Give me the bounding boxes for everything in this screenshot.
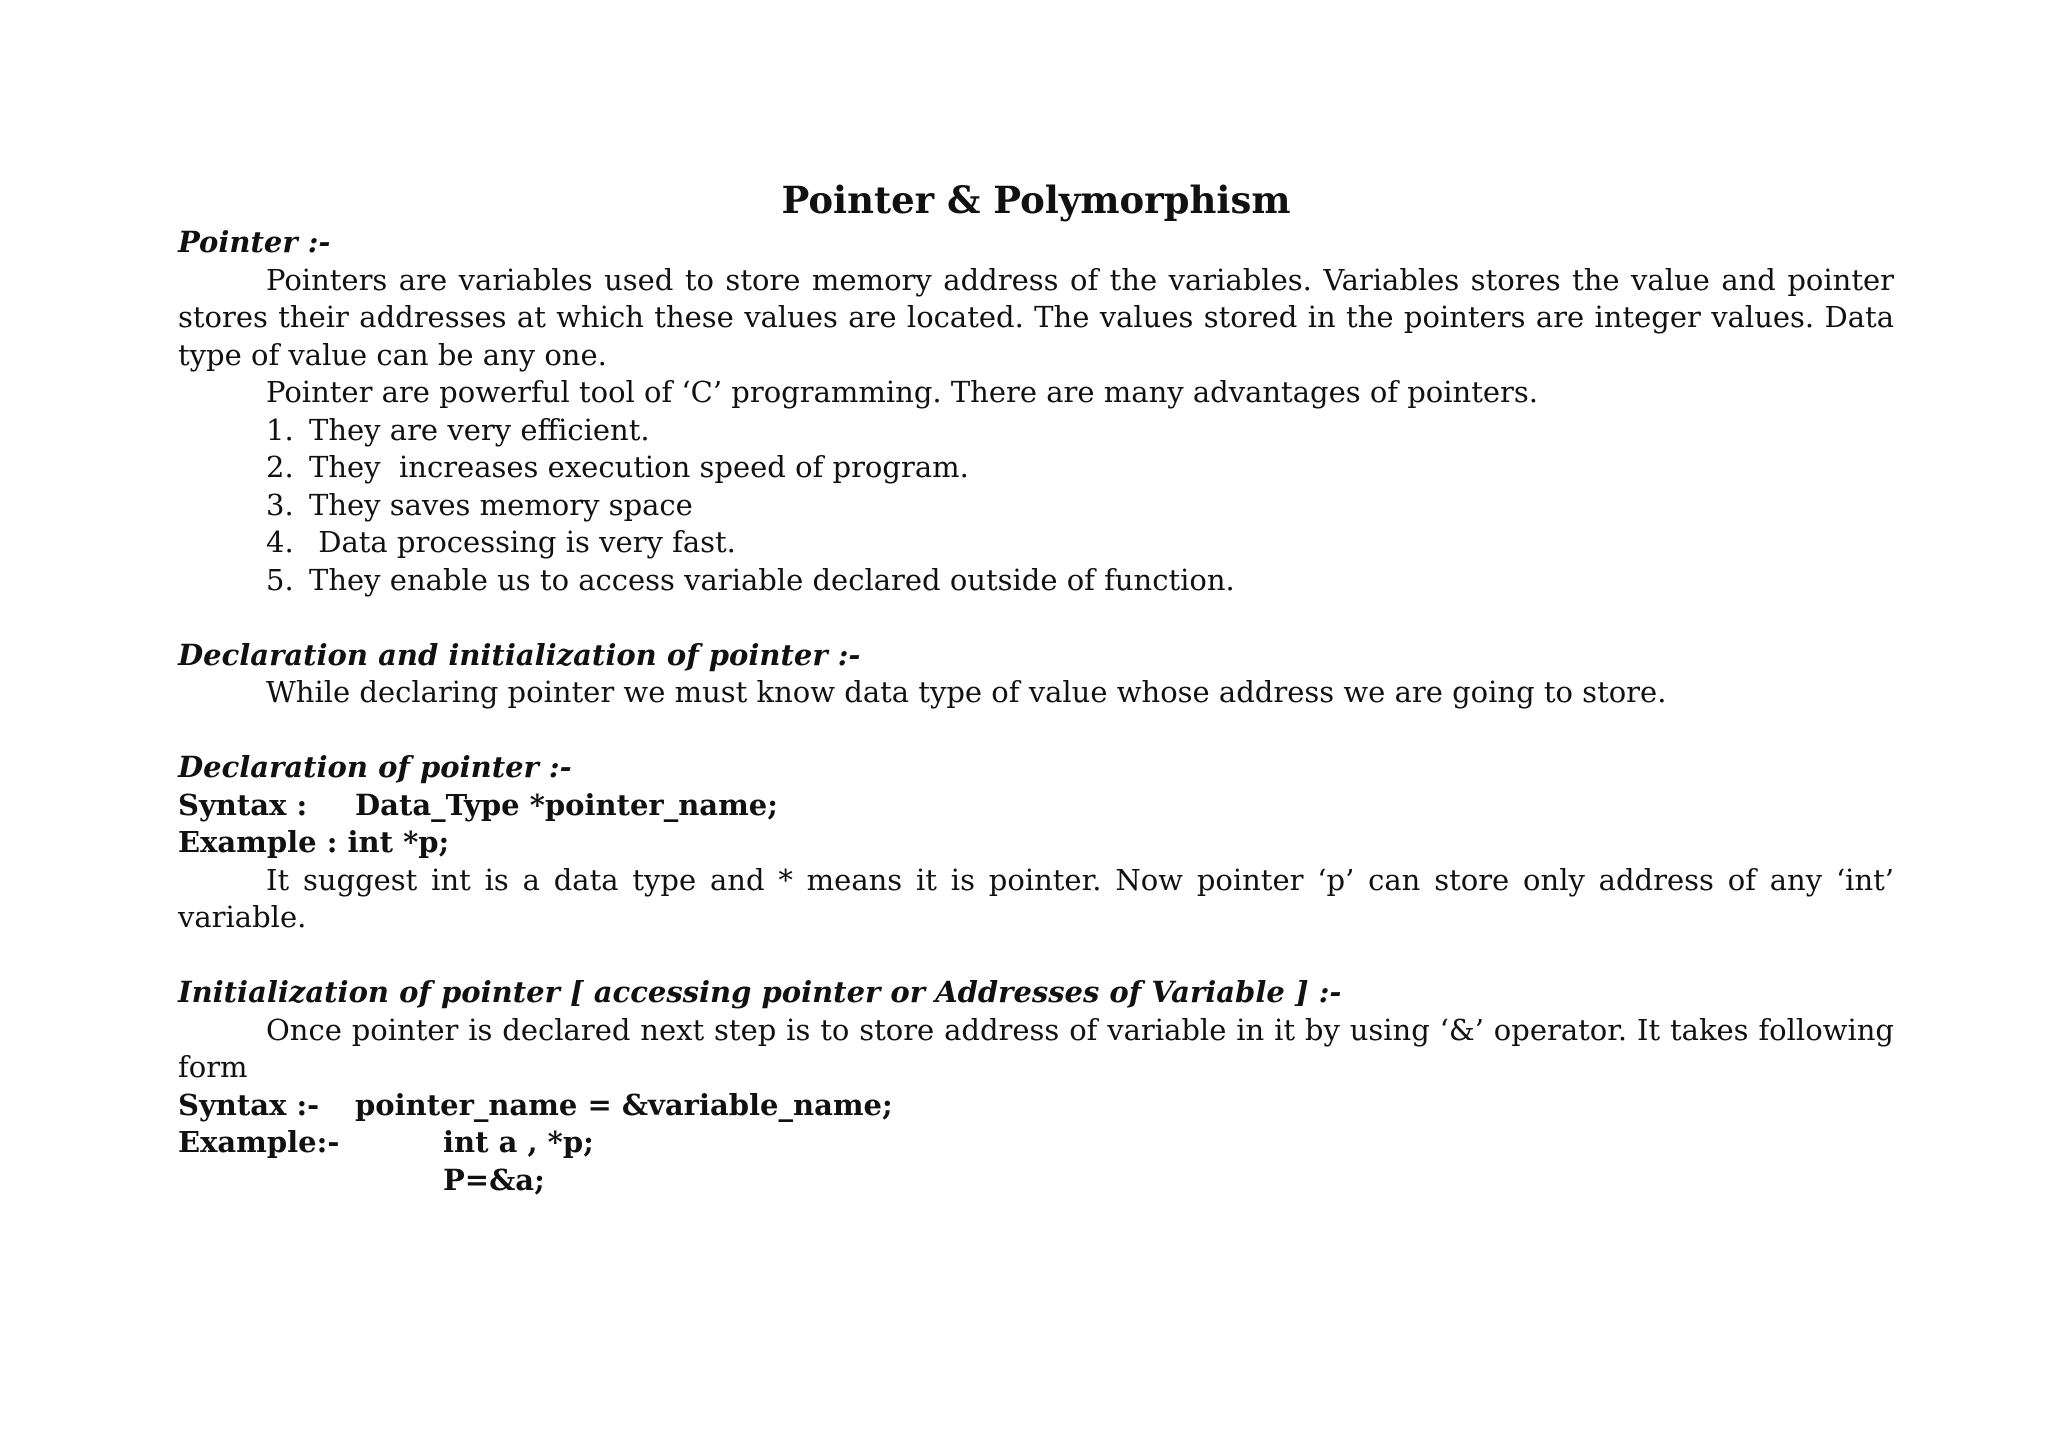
list-number: 1. xyxy=(266,412,294,447)
decl-paragraph: It suggest int is a data type and * means it is pointer. Now pointer ‘p’ can store only address of any ‘int’ variable. xyxy=(178,862,1894,934)
decl-heading: Declaration of pointer :- xyxy=(178,750,572,784)
decl-example-line: Example : int *p; xyxy=(178,825,450,859)
advantages-intro: Pointer are powerful tool of ‘C’ programming. There are many advantages of pointers. xyxy=(266,375,1538,409)
init-paragraph: Once pointer is declared next step is to store address of variable in it by using ‘&’ operator. It takes following form xyxy=(178,1012,1894,1084)
list-item xyxy=(266,449,1894,487)
advantages-list xyxy=(178,412,1894,600)
list-number: 4. xyxy=(266,525,294,559)
pointer-heading: Pointer :- xyxy=(178,225,331,259)
init-example-line xyxy=(178,1124,1894,1162)
list-item xyxy=(266,487,1894,525)
page-title: Pointer & Polymorphism xyxy=(781,178,1291,222)
list-number: 2. xyxy=(266,450,294,484)
syntax-code: Data_Type *pointer_name; xyxy=(355,787,778,822)
spacer xyxy=(178,599,1894,637)
list-text: They saves memory space xyxy=(309,487,693,522)
list-item xyxy=(266,412,1894,450)
list-item xyxy=(266,562,1894,600)
decl-syntax-line xyxy=(178,787,1894,825)
example-label: Example:- xyxy=(178,1125,340,1159)
list-text: Data processing is very fast. xyxy=(309,525,736,559)
list-number: 5. xyxy=(266,562,294,597)
decl-init-heading: Declaration and initialization of pointer :- xyxy=(178,637,861,672)
pointer-paragraph: Pointers are variables used to store memory address of the variables. Variables stores the value and pointer stores their addresses at which these values are located. The values stored in the pointers are integer values. Data type of value can be any one. xyxy=(178,262,1894,372)
syntax-code: pointer_name = &variable_name; xyxy=(355,1087,893,1122)
list-text: They are very efficient. xyxy=(309,412,650,447)
syntax-label: Syntax :- xyxy=(178,1087,320,1122)
example-code: int a , *p; xyxy=(443,1125,594,1159)
init-example-line-2: P=&a; xyxy=(443,1162,545,1197)
list-number: 3. xyxy=(266,487,294,522)
document-body xyxy=(178,176,1894,1199)
syntax-label: Syntax : xyxy=(178,787,308,822)
spacer xyxy=(178,712,1894,750)
list-text: They enable us to access variable declared outside of function. xyxy=(309,562,1235,597)
init-heading: Initialization of pointer [ accessing pointer or Addresses of Variable ] :- xyxy=(178,975,1342,1009)
list-text: They increases execution speed of program. xyxy=(309,450,969,484)
init-syntax-line xyxy=(178,1087,1894,1125)
list-item xyxy=(266,524,1894,562)
spacer xyxy=(178,937,1894,975)
decl-init-paragraph: While declaring pointer we must know data type of value whose address we are going to store. xyxy=(266,675,1667,709)
